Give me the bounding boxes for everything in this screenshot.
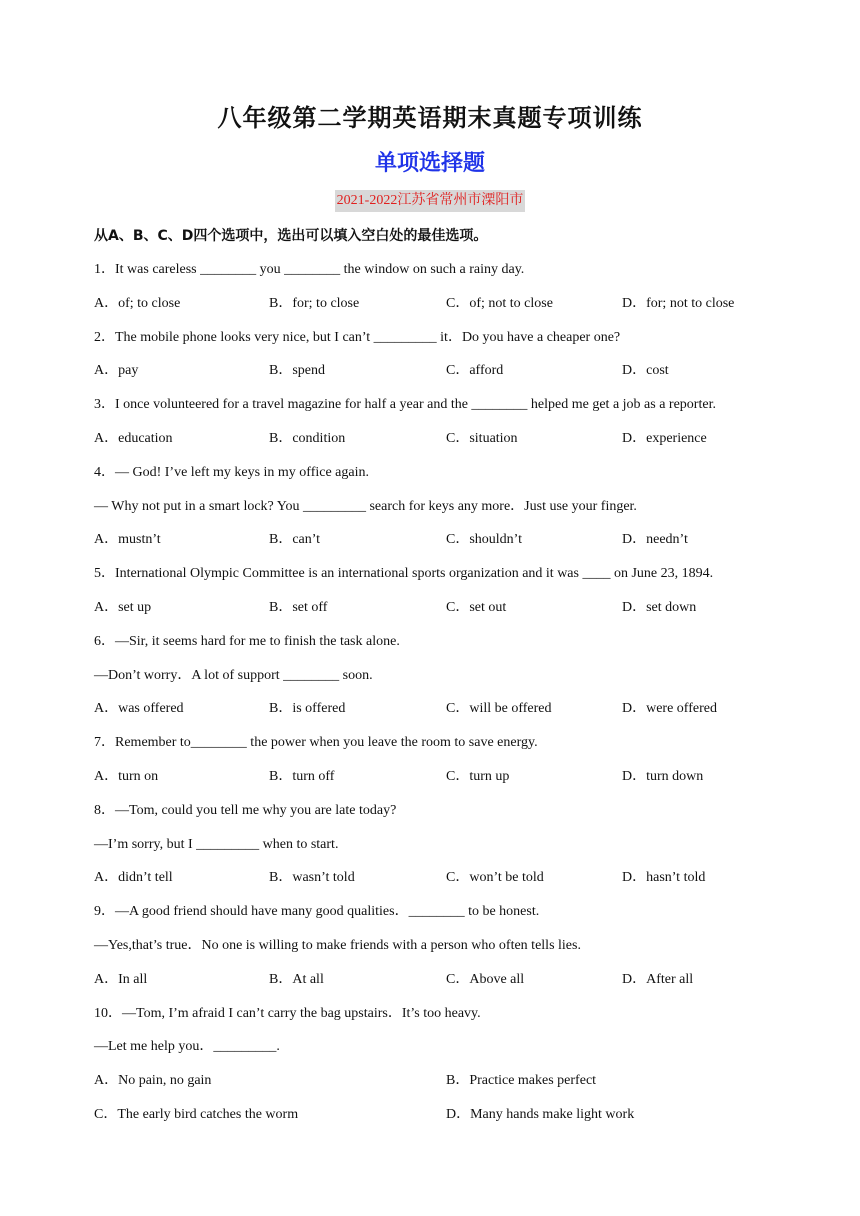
question-stem: 1．It was careless ________ you ________ the window on such a rainy day. — [94, 262, 525, 277]
source-label: 2021-2022江苏省常州市溧阳市 — [335, 190, 526, 212]
option-a: A．education — [94, 430, 173, 446]
option-b: B．can’t — [269, 532, 321, 548]
option-a: A．turn on — [94, 768, 159, 784]
option-d: D．After all — [622, 971, 694, 987]
question-dialogue-line: —I’m sorry, but I _________ when to start. — [94, 836, 339, 852]
option-c: C．turn up — [446, 768, 510, 784]
question-stem: 8．—Tom, could you tell me why you are late today? — [94, 802, 397, 818]
options-row — [94, 287, 784, 321]
option-c: C．of; not to close — [446, 295, 553, 311]
section-subtitle: 单项选择题 — [374, 151, 485, 176]
options-row — [94, 1064, 784, 1098]
page-title: 八年级第二学期英语期末真题专项训练 — [217, 104, 643, 132]
option-b: B．wasn’t told — [269, 870, 355, 886]
option-a: A．No pain, no gain — [94, 1073, 212, 1089]
option-a: A．of; to close — [94, 295, 181, 311]
options-row — [94, 760, 784, 794]
option-b: B．spend — [269, 363, 325, 379]
question-dialogue-line: — Why not put in a smart lock? You _________ search for keys any more．Just use your finger. — [94, 498, 637, 514]
option-c: C．will be offered — [446, 701, 552, 717]
options-row — [94, 1098, 784, 1132]
option-d: D．turn down — [622, 768, 704, 784]
options-row — [94, 861, 784, 895]
option-d: D．needn’t — [622, 532, 688, 548]
options-row — [94, 692, 784, 726]
option-a: A．was offered — [94, 701, 184, 717]
question-stem: 10．—Tom, I’m afraid I can’t carry the bag upstairs．It’s too heavy. — [94, 1005, 481, 1021]
question-list — [94, 253, 784, 1132]
option-c: C．set out — [446, 599, 507, 615]
option-d: D．were offered — [622, 701, 717, 717]
option-b: B．for; to close — [269, 295, 360, 311]
option-d: D．for; not to close — [622, 295, 735, 311]
option-d: D．set down — [622, 599, 697, 615]
option-c: C．shouldn’t — [446, 532, 522, 548]
question-stem: 5．International Olympic Committee is an international sports organization and it was ____ on June 23, 1894. — [94, 566, 714, 582]
question-dialogue-line: —Don’t worry．A lot of support ________ soon. — [94, 667, 373, 683]
option-a: A．didn’t tell — [94, 870, 173, 886]
options-row — [94, 523, 784, 557]
option-b: B．set off — [269, 599, 328, 615]
question-dialogue-line: —Let me help you．_________. — [94, 1039, 280, 1055]
option-c: C．afford — [446, 363, 504, 379]
question-stem: 7．Remember to________ the power when you leave the room to save energy. — [94, 735, 538, 751]
option-c: C．The early bird catches the worm — [94, 1106, 299, 1122]
options-row — [94, 354, 784, 388]
option-c: C．Above all — [446, 971, 525, 987]
option-a: A．pay — [94, 363, 139, 379]
option-a: A．set up — [94, 599, 152, 615]
option-d: D．hasn’t told — [622, 870, 706, 886]
option-b: B．At all — [269, 971, 324, 987]
source-wrap — [0, 190, 860, 212]
question-stem: 6．—Sir, it seems hard for me to finish the task alone. — [94, 633, 400, 649]
instruction-text: 从A、B、C、D四个选项中，选出可以填入空白处的最佳选项。 — [94, 228, 488, 244]
option-c: C．won’t be told — [446, 870, 544, 886]
options-row — [94, 963, 784, 997]
question-stem: 9．—A good friend should have many good qualities．________ to be honest. — [94, 904, 540, 920]
options-row — [94, 422, 784, 456]
option-b: B．Practice makes perfect — [446, 1073, 597, 1089]
option-b: B．turn off — [269, 768, 335, 784]
question-stem: 2．The mobile phone looks very nice, but I can’t _________ it．Do you have a cheaper one? — [94, 329, 621, 345]
question-stem: 4．— God! I’ve left my keys in my office again. — [94, 464, 370, 480]
option-c: C．situation — [446, 430, 518, 446]
option-b: B．is offered — [269, 701, 346, 717]
option-a: A．In all — [94, 971, 148, 987]
options-row — [94, 591, 784, 625]
option-d: D．cost — [622, 363, 669, 379]
option-b: B．condition — [269, 430, 346, 446]
option-d: D．Many hands make light work — [446, 1106, 635, 1122]
option-a: A．mustn’t — [94, 532, 161, 548]
question-dialogue-line: —Yes,that’s true．No one is willing to make friends with a person who often tells lies. — [94, 937, 581, 953]
question-stem: 3．I once volunteered for a travel magazine for half a year and the ________ helped me get a job as a reporter. — [94, 397, 716, 413]
option-d: D．experience — [622, 430, 707, 446]
